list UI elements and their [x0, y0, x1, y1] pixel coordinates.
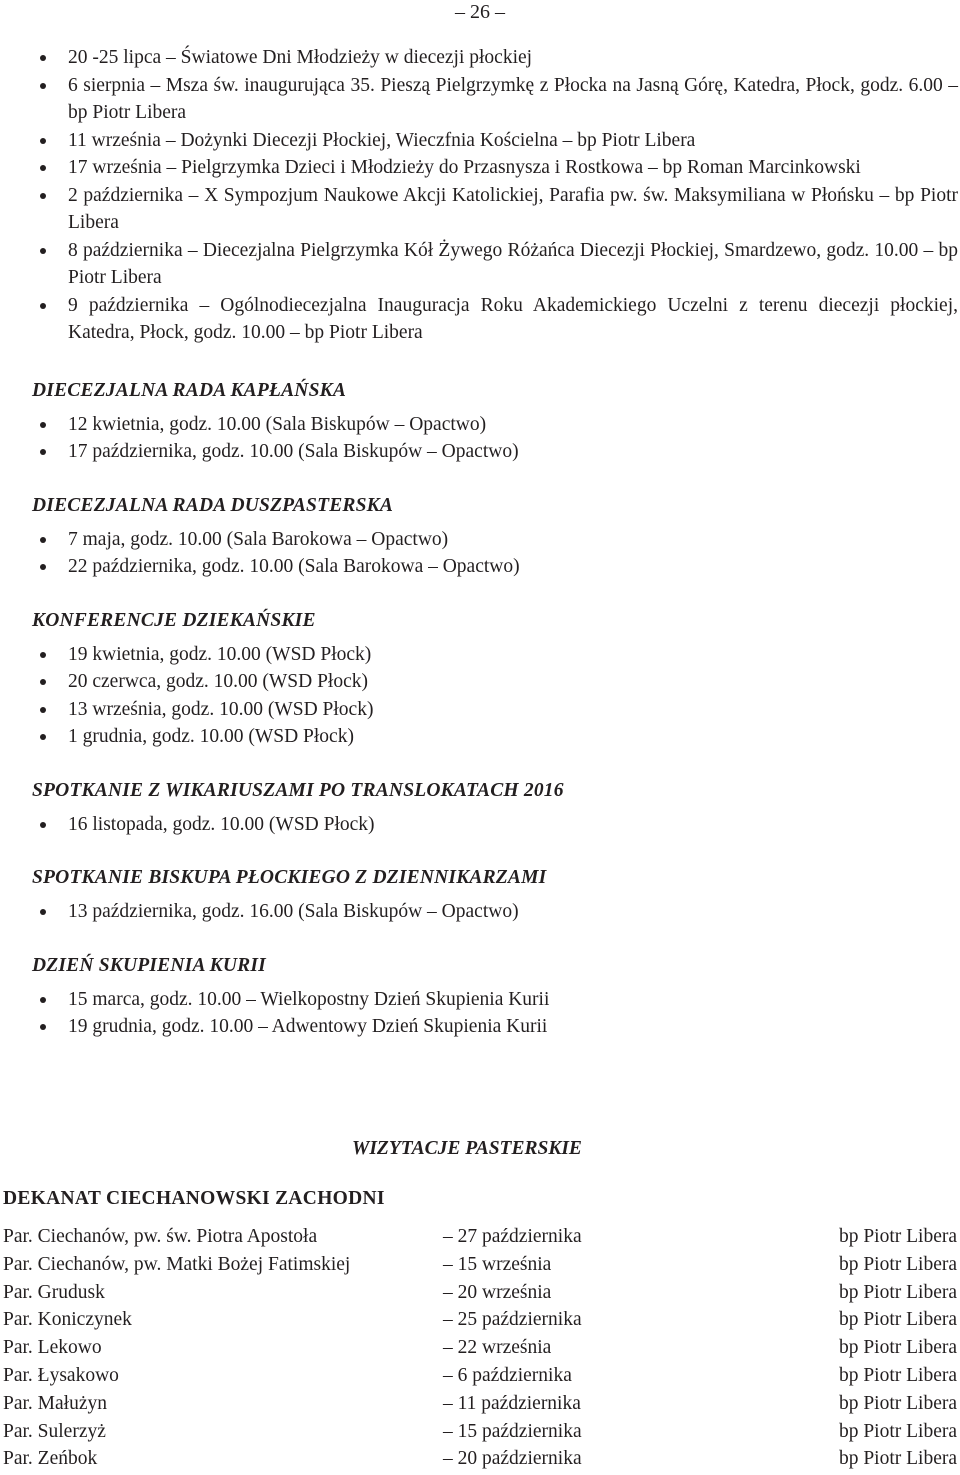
parish-cell: Par. Małużyn: [3, 1392, 107, 1414]
date-cell: – 20 października: [443, 1448, 582, 1470]
bishop-cell: bp Piotr Libera: [838, 1226, 957, 1247]
parish-cell: Par. Ciechanów, pw. Matki Bożej Fatimskiej: [3, 1253, 351, 1275]
list-item: 20 czerwca, godz. 10.00 (WSD Płock): [32, 668, 958, 696]
section-heading: DZIEŃ SKUPIENIA KURII: [32, 954, 266, 976]
parish-cell: Par. Koniczynek: [3, 1309, 132, 1331]
date-cell: – 15 września: [443, 1253, 552, 1275]
list-item: 7 maja, godz. 10.00 (Sala Barokowa – Opactwo): [32, 526, 958, 554]
list-item: 15 marca, godz. 10.00 – Wielkopostny Dzień Skupienia Kurii: [32, 986, 958, 1014]
table-row: [3, 1306, 957, 1334]
list-item: 1 grudnia, godz. 10.00 (WSD Płock): [32, 723, 958, 751]
section-heading: DIECEZJALNA RADA DUSZPASTERSKA: [32, 494, 394, 516]
bishop-cell: bp Piotr Libera: [838, 1448, 957, 1470]
date-cell: – 22 września: [443, 1337, 552, 1359]
list-item: 11 września – Dożynki Diecezji Płockiej, Wieczfnia Kościelna – bp Piotr Libera: [32, 127, 958, 155]
date-cell: – 11 października: [443, 1392, 581, 1414]
section-list: [32, 641, 958, 751]
parish-cell: Par. Ciechanów, pw. św. Piotra Apostoła: [3, 1226, 318, 1247]
section-heading: KONFERENCJE DZIEKAŃSKIE: [32, 609, 316, 631]
list-item: 20 -25 lipca – Światowe Dni Młodzieży w diecezji płockiej: [32, 44, 958, 72]
parish-cell: Par. Zeńbok: [3, 1448, 98, 1470]
section-list: [32, 526, 958, 581]
list-item: 16 listopada, godz. 10.00 (WSD Płock): [32, 811, 958, 839]
parish-cell: Par. Sulerzyż: [3, 1420, 106, 1442]
document-body: [32, 44, 958, 1041]
bishop-cell: bp Piotr Libera: [838, 1253, 957, 1275]
events-list: [32, 44, 958, 347]
table-row: [3, 1445, 957, 1473]
parish-cell: Par. Lekowo: [3, 1337, 102, 1359]
bishop-cell: bp Piotr Libera: [838, 1420, 957, 1442]
section-list: [32, 986, 958, 1041]
parish-cell: Par. Łysakowo: [3, 1364, 119, 1386]
list-item: 8 października – Diecezjalna Pielgrzymka Kół Żywego Różańca Diecezji Płockiej, Smardzewo, godz. 10.00 – bp Piotr Libera: [32, 237, 958, 292]
table-row: [3, 1334, 957, 1362]
list-item: 6 sierpnia – Msza św. inaugurująca 35. Pieszą Pielgrzymkę z Płocka na Jasną Górę, Katedra, Płock, godz. 6.00 – bp Piotr Libera: [32, 72, 958, 127]
bishop-cell: bp Piotr Libera: [838, 1309, 957, 1331]
parish-cell: Par. Grudusk: [3, 1281, 105, 1303]
date-cell: – 27 października: [443, 1226, 582, 1247]
date-cell: – 6 października: [443, 1364, 572, 1386]
table-row: [3, 1279, 957, 1307]
wizytacje-table: [3, 1223, 957, 1473]
list-item: 9 października – Ogólnodiecezjalna Inauguracja Roku Akademickiego Uczelni z terenu diecezji płockiej, Katedra, Płock, godz. 10.00 – bp Piotr Libera: [32, 292, 958, 347]
table-row: [3, 1251, 957, 1279]
section-heading: SPOTKANIE BISKUPA PŁOCKIEGO Z DZIENNIKARZAMI: [32, 867, 547, 888]
bishop-cell: bp Piotr Libera: [838, 1392, 957, 1414]
table-row: [3, 1362, 957, 1390]
section-list: [32, 411, 958, 466]
date-cell: – 15 października: [443, 1420, 582, 1442]
list-item: 19 kwietnia, godz. 10.00 (WSD Płock): [32, 641, 958, 669]
list-item: 2 października – X Sympozjum Naukowe Akcji Katolickiej, Parafia pw. św. Maksymiliana w Płońsku – bp Piotr Libera: [32, 182, 958, 237]
table-row: [3, 1390, 957, 1418]
bishop-cell: bp Piotr Libera: [838, 1281, 957, 1303]
section-heading: DIECEZJALNA RADA KAPŁAŃSKA: [32, 379, 347, 401]
list-item: 13 października, godz. 16.00 (Sala Biskupów – Opactwo): [32, 898, 958, 926]
section-list: [32, 811, 958, 839]
bishop-cell: bp Piotr Libera: [838, 1364, 957, 1386]
list-item: 17 października, godz. 10.00 (Sala Biskupów – Opactwo): [32, 438, 958, 466]
table-row: [3, 1418, 957, 1446]
section-list: [32, 898, 958, 926]
date-cell: – 20 września: [443, 1281, 552, 1303]
list-item: 19 grudnia, godz. 10.00 – Adwentowy Dzień Skupienia Kurii: [32, 1013, 958, 1041]
page-number: – 26 –: [455, 1, 505, 23]
wizytacje-title: WIZYTACJE PASTERSKIE: [352, 1138, 582, 1159]
list-item: 17 września – Pielgrzymka Dzieci i Młodzieży do Przasnysza i Rostkowa – bp Roman Marcinkowski: [32, 154, 958, 182]
table-row: [3, 1223, 957, 1251]
dekanat-title: DEKANAT CIECHANOWSKI ZACHODNI: [3, 1188, 385, 1209]
date-cell: – 25 października: [443, 1309, 582, 1331]
section-heading: SPOTKANIE Z WIKARIUSZAMI PO TRANSLOKATACH 2016: [32, 779, 564, 801]
list-item: 13 września, godz. 10.00 (WSD Płock): [32, 696, 958, 724]
list-item: 12 kwietnia, godz. 10.00 (Sala Biskupów – Opactwo): [32, 411, 958, 439]
bishop-cell: bp Piotr Libera: [838, 1337, 957, 1359]
list-item: 22 października, godz. 10.00 (Sala Barokowa – Opactwo): [32, 553, 958, 581]
